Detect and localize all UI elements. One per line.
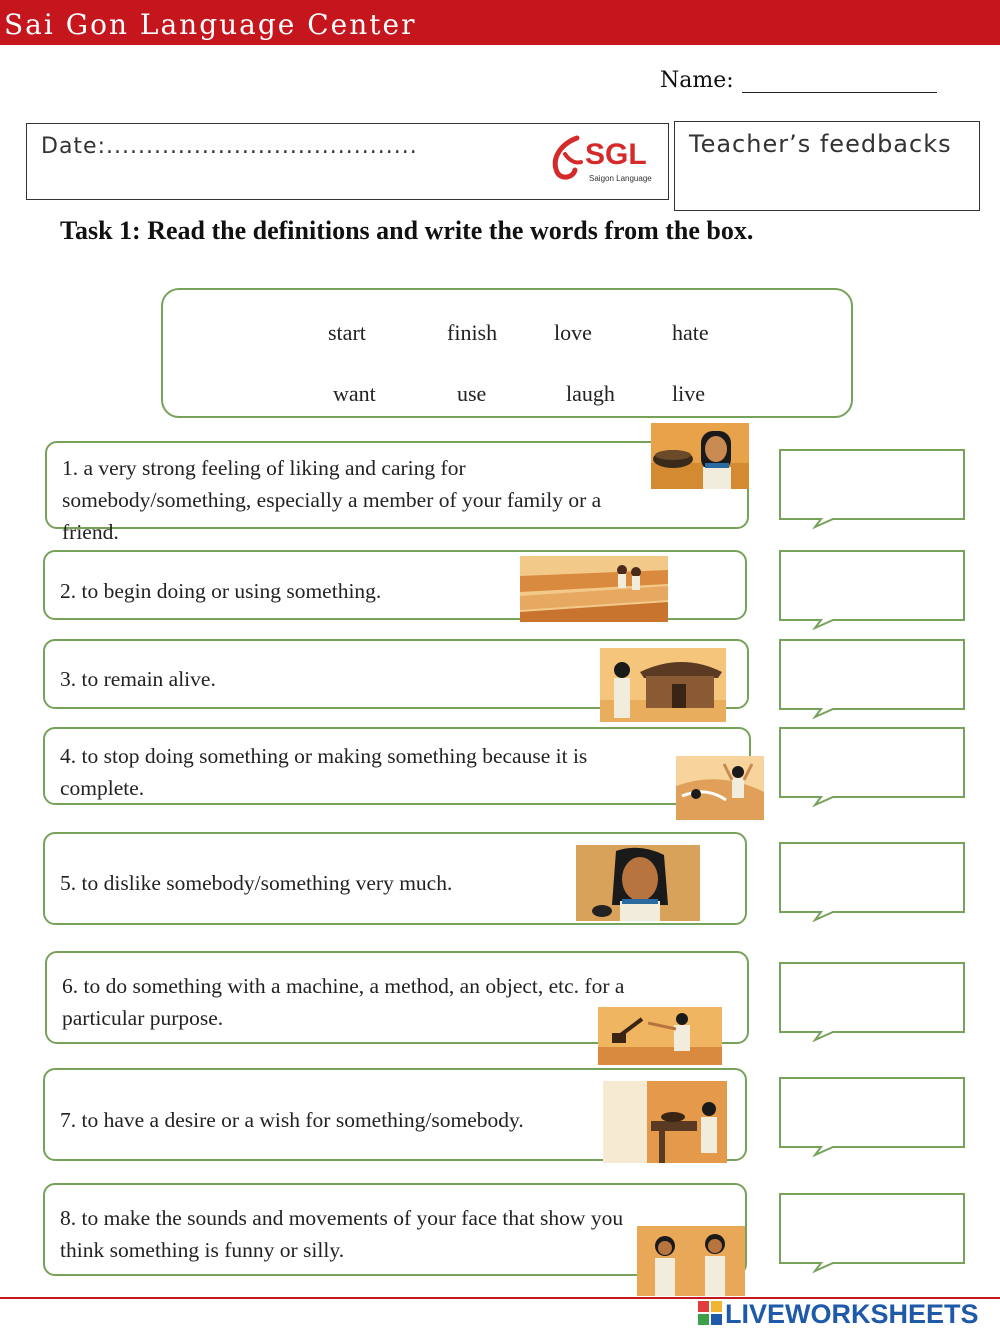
answer-box-4 bbox=[779, 727, 965, 799]
teacher-feedback-box bbox=[674, 121, 980, 211]
child-wanting-picture bbox=[603, 1081, 727, 1163]
definition-4-line1: 4. to stop doing something or making something because it is bbox=[60, 744, 588, 768]
feedback-label: Teacher’s feedbacks bbox=[689, 130, 952, 158]
word-box bbox=[161, 288, 853, 418]
definition-1-line3: friend. bbox=[62, 520, 119, 544]
word-start: start bbox=[328, 320, 366, 345]
answer-box-1 bbox=[779, 449, 965, 521]
answer-input-8[interactable] bbox=[783, 1199, 959, 1255]
answer-input-2[interactable] bbox=[783, 556, 959, 612]
name-label: Name: bbox=[660, 68, 734, 93]
answer-input-3[interactable] bbox=[783, 645, 959, 701]
answer-input-5[interactable] bbox=[783, 848, 959, 904]
hut-picture bbox=[600, 648, 726, 722]
logo-text: SGL bbox=[585, 138, 647, 171]
definition-6-line1: 6. to do something with a machine, a method, an object, etc. for a bbox=[62, 974, 625, 998]
answer-input-7[interactable] bbox=[783, 1083, 959, 1139]
angry-woman-picture bbox=[576, 845, 700, 921]
header-bar bbox=[0, 0, 1000, 45]
definition-2-line1: 2. to begin doing or using something. bbox=[60, 579, 382, 603]
desert-road-picture bbox=[520, 556, 668, 622]
answer-box-6 bbox=[779, 962, 965, 1034]
answer-box-2 bbox=[779, 550, 965, 622]
definition-box-4 bbox=[43, 727, 751, 805]
definition-4-line2: complete. bbox=[60, 776, 145, 800]
definition-8-line1: 8. to make the sounds and movements of your face that show you bbox=[60, 1206, 624, 1230]
answer-input-4[interactable] bbox=[783, 733, 959, 789]
answer-box-3 bbox=[779, 639, 965, 711]
definition-5-line1: 5. to dislike somebody/something very much. bbox=[60, 871, 453, 895]
definition-1-line2: somebody/something, especially a member of your family or a bbox=[62, 488, 602, 512]
logo-subtitle: Saigon Language bbox=[589, 174, 652, 183]
name-field bbox=[660, 68, 937, 93]
definition-3-line1: 3. to remain alive. bbox=[60, 667, 216, 691]
finish-line-picture bbox=[676, 756, 764, 820]
liveworksheets-icon bbox=[698, 1301, 722, 1325]
date-box bbox=[26, 123, 669, 200]
laughing-children-picture bbox=[637, 1226, 745, 1296]
answer-input-6[interactable] bbox=[783, 968, 959, 1024]
answer-input-1[interactable] bbox=[783, 455, 959, 511]
task-title: Task 1: Read the definitions and write the words from the box. bbox=[60, 216, 754, 245]
answer-box-5 bbox=[779, 842, 965, 914]
word-love: love bbox=[554, 320, 592, 345]
definition-7-line1: 7. to have a desire or a wish for something/somebody. bbox=[60, 1108, 524, 1132]
sgl-logo bbox=[547, 132, 657, 188]
definition-8-line2: think something is funny or silly. bbox=[60, 1238, 345, 1262]
answer-box-8 bbox=[779, 1193, 965, 1265]
word-want: want bbox=[333, 381, 376, 406]
word-laugh: laugh bbox=[566, 381, 615, 406]
center-title: Sai Gon Language Center bbox=[4, 8, 417, 41]
word-hate: hate bbox=[672, 320, 709, 345]
answer-box-7 bbox=[779, 1077, 965, 1149]
word-finish: finish bbox=[447, 320, 498, 345]
word-live: live bbox=[672, 381, 705, 406]
liveworksheets-text: LIVEWORKSHEETS bbox=[725, 1299, 979, 1329]
woman-with-bowl-picture bbox=[651, 423, 749, 489]
name-blank bbox=[742, 73, 937, 93]
definition-box-1 bbox=[45, 441, 749, 544]
digging-picture bbox=[598, 1007, 722, 1065]
definition-6-line2: particular purpose. bbox=[62, 1006, 224, 1030]
definition-1-line1: 1. a very strong feeling of liking and caring for bbox=[62, 456, 466, 480]
word-use: use bbox=[457, 381, 487, 406]
date-label: Date:....................................... bbox=[41, 134, 418, 159]
